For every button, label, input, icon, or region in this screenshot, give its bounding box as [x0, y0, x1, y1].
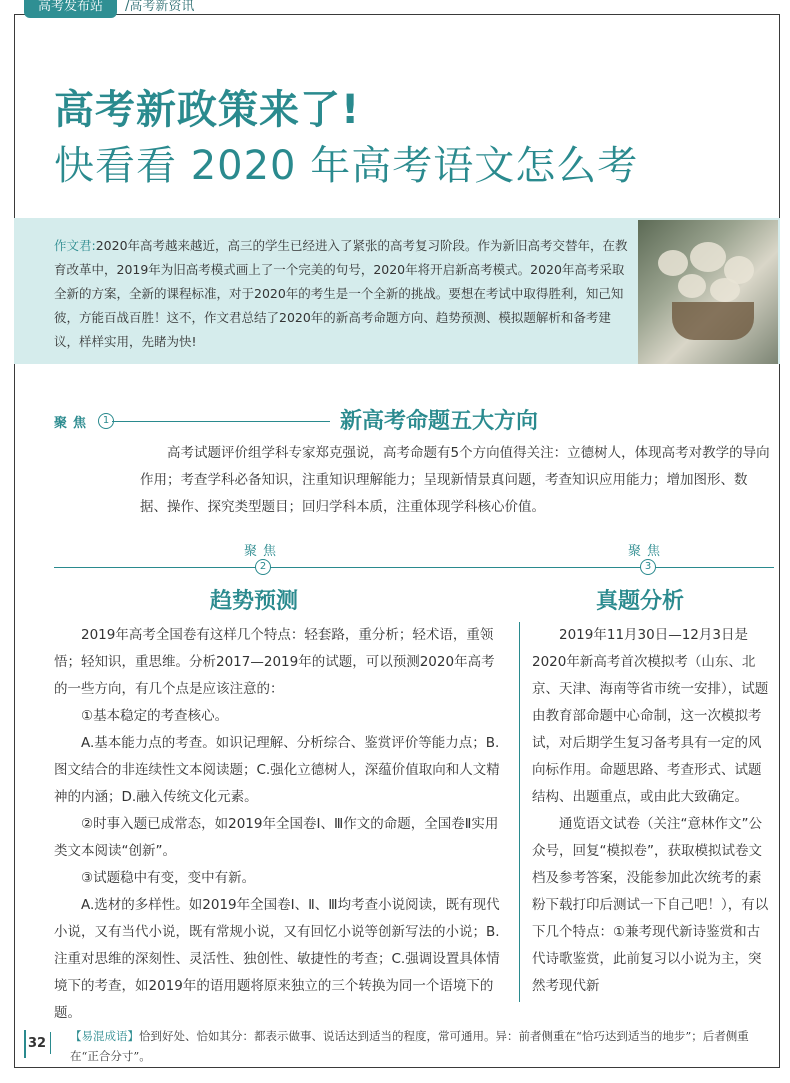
focus2-label: 聚焦	[244, 544, 283, 559]
page-number: 32	[28, 1036, 47, 1051]
section-tab-label: 高考发布站	[24, 0, 117, 18]
focus1-heading: 新高考命题五大方向	[340, 409, 539, 434]
trend-paragraph: A.选材的多样性。如2019年全国卷Ⅰ、Ⅱ、Ⅲ均考查小说阅读，既有现代小说，又有当代小说，既有常规小说，又有回忆小说等创新写法的小说；B.注重对思维的深刻性、灵活性、独创性、敏捷性的考查；C.强调设置具体情境下的考查，如2019年的语用题将原来独立的三个转换为同一个语境下的题。	[54, 897, 500, 1021]
focus2-number: 2	[255, 559, 271, 575]
basket-shape	[672, 302, 754, 340]
section-sub-label: /高考新资讯	[125, 0, 195, 14]
section-tab	[24, 0, 194, 20]
section-rule	[54, 567, 774, 568]
footer-divider	[50, 1032, 51, 1054]
intro-body: 2020年高考越来越近，高三的学生已经进入了紧张的高考复习阶段。作为新旧高考交替年，在教育改革中，2019年为旧高考模式画上了一个完美的句号，2020年将开启新高考模式。2020年高考采取全新的方案，全新的课程标准，对于2020年的考生是一个全新的挑战。要想在考试中取得胜利，知己知彼，方能百战百胜！这不，作文君总结了2020年的新高考命题方向、趋势预测、模拟题解析和备考建议，样样实用，先睹为快!	[54, 238, 628, 349]
focus1-rule	[112, 421, 330, 422]
focus3-number: 3	[640, 559, 656, 575]
flower-shape	[710, 278, 740, 302]
trend-paragraph: ②时事入题已成常态，如2019年全国卷Ⅰ、Ⅲ作文的命题，全国卷Ⅱ实用类文本阅读“创新”。	[54, 816, 499, 859]
subheadline: 快看看 2020 年高考语文怎么考	[54, 143, 639, 189]
focus3-heading: 真题分析	[596, 589, 685, 614]
analysis-paragraph: 2019年11月30日—12月3日是2020年新高考首次模拟考（山东、北京、天津、海南等省市统一安排），试题由教育部命题中心命制，这一次模拟考试，对后期学生复习备考具有一定的风向标作用。命题思路、考查形式、试题结构、出题重点，或由此大致确定。	[532, 627, 769, 805]
trend-paragraph: ③试题稳中有变，变中有新。	[81, 870, 256, 886]
focus2-heading: 趋势预测	[210, 589, 299, 614]
headline: 高考新政策来了!	[54, 87, 361, 133]
analysis-column	[532, 622, 772, 1000]
focus3-label: 聚焦	[628, 544, 667, 559]
trend-column	[54, 622, 506, 1027]
footer-tag: 【易混成语】	[70, 1029, 139, 1043]
flower-basket-photo	[638, 220, 778, 364]
focus1-number: 1	[98, 413, 114, 429]
analysis-paragraph: 通览语文试卷（关注“意林作文”公众号，回复“模拟卷”，获取模拟试卷文档及参考答案，没能参加此次统考的素粉下载打印后测试一下自己吧！），有以下几个特点：①兼考现代新诗鉴赏和古代诗歌鉴赏，此前复习以小说为主，突然考现代新	[532, 816, 769, 994]
flower-shape	[658, 250, 688, 276]
flower-shape	[678, 274, 706, 298]
column-divider	[519, 622, 520, 1002]
intro-paragraph	[54, 234, 634, 354]
focus1-body: 高考试题评价组学科专家郑克强说，高考命题有5个方向值得关注：立德树人，体现高考对教学的导向作用；考查学科必备知识，注重知识理解能力；呈现新情景真问题，考查知识应用能力；增加图形、数据、操作、探究类型题目；回归学科本质，注重体现学科核心价值。	[140, 445, 770, 515]
footer-note	[70, 1026, 770, 1066]
intro-lead: 作文君:	[54, 238, 96, 253]
footer-body: 恰到好处、恰如其分：都表示做事、说话达到适当的程度，常可通用。异：前者侧重在“恰巧达到适当的地步”；后者侧重在“正合分寸”。	[70, 1029, 749, 1063]
focus1-label: 聚焦	[54, 416, 93, 431]
trend-paragraph: 2019年高考全国卷有这样几个特点：轻套路，重分析；轻术语，重领悟；轻知识，重思维。分析2017—2019年的试题，可以预测2020年高考的一些方向，有几个点是应该注意的：	[54, 627, 495, 697]
trend-paragraph: ①基本稳定的考查核心。	[81, 708, 229, 724]
footer-marker	[24, 1030, 26, 1058]
trend-paragraph: A.基本能力点的考查。如识记理解、分析综合、鉴赏评价等能力点；B.图文结合的非连续性文本阅读题；C.强化立德树人，深蕴价值取向和人文精神的内涵；D.融入传统文化元素。	[54, 735, 500, 805]
flower-shape	[690, 242, 726, 272]
